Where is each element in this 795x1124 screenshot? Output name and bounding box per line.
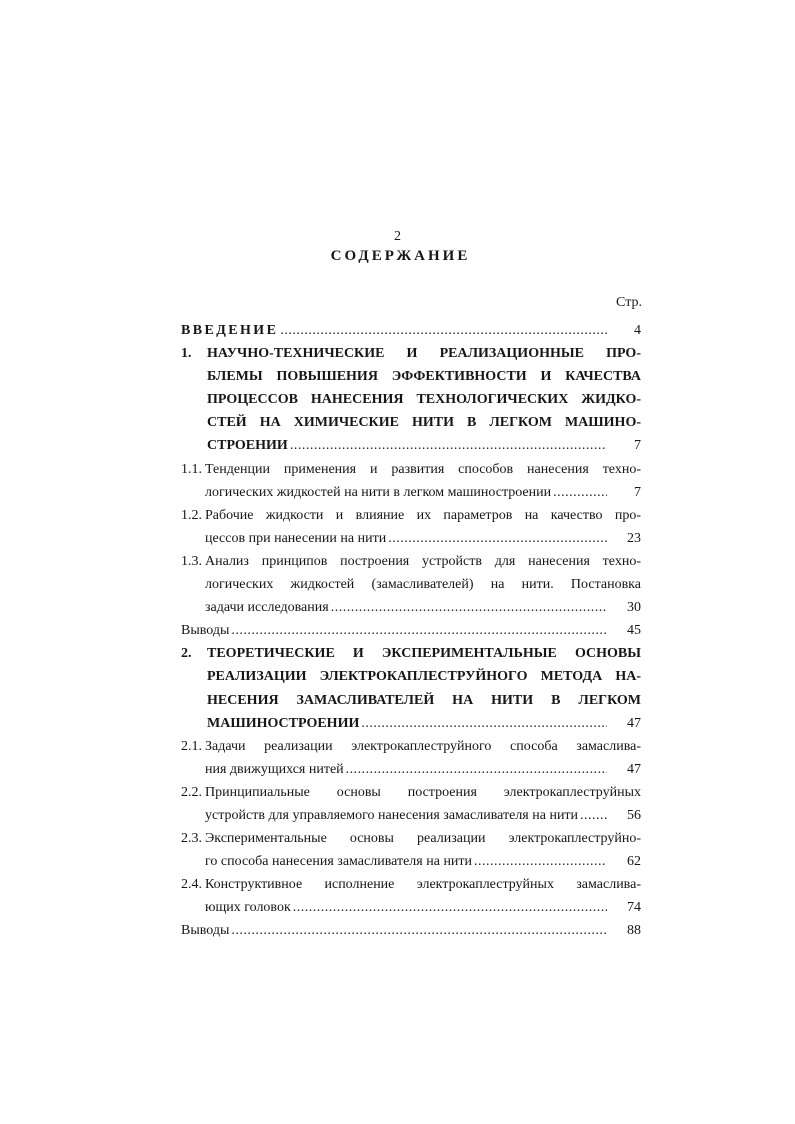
toc-entry-text: НЕСЕНИЯ ЗАМАСЛИВАТЕЛЕЙ НА НИТИ В ЛЕГКОМ [207, 692, 641, 708]
toc-entry-final-line [181, 758, 641, 781]
toc-entry-number: 2.2. [181, 784, 202, 800]
toc-page-number: 56 [627, 807, 641, 823]
toc-page-number: 47 [627, 761, 641, 777]
toc-entry-text: Рабочие жидкости и влияние их параметров на качество про- [205, 507, 641, 523]
toc-entry-line [181, 411, 641, 434]
toc-entry-text: МАШИНОСТРОЕНИИ [207, 715, 360, 731]
toc-page-number: 7 [634, 438, 641, 454]
toc-entry-final-line [181, 527, 641, 550]
toc-entry-line [181, 873, 641, 896]
toc-entry-text: Выводы [181, 623, 230, 639]
toc-entry-text: Тенденции применения и развития способов нанесения техно- [205, 461, 641, 477]
toc-entry-final-line [181, 319, 641, 342]
toc-entry-text: Выводы [181, 923, 230, 939]
toc-entry-line [181, 689, 641, 712]
toc-entry [181, 873, 641, 919]
toc-entry-line [181, 342, 641, 365]
toc-entry-text: СТРОЕНИИ [207, 438, 288, 454]
dot-leader [580, 804, 607, 827]
toc-entry-text: задачи исследования [205, 600, 329, 616]
toc-entry-text: ТЕОРЕТИЧЕСКИЕ И ЭКСПЕРИМЕНТАЛЬНЫЕ ОСНОВЫ [207, 646, 641, 662]
toc-entry [181, 550, 641, 619]
toc-page-number: 74 [627, 900, 641, 916]
toc-entry [181, 319, 641, 342]
dot-leader [293, 896, 607, 919]
toc-entry-text: устройств для управляемого нанесения замасливателя на нити [205, 807, 579, 823]
toc-entry-final-line [181, 596, 641, 619]
toc-entry-text: логических жидкостей (замасливателей) на нити. Постановка [205, 577, 641, 593]
toc-entry-text: Задачи реализации электрокаплеструйного способа замаслива- [205, 738, 641, 754]
toc-page-number: 23 [627, 530, 641, 546]
toc-entry-text: РЕАЛИЗАЦИИ ЭЛЕКТРОКАПЛЕСТРУЙНОГО МЕТОДА НА- [207, 669, 641, 685]
toc-entry-text: ющих головок [205, 900, 291, 916]
dot-leader [290, 434, 607, 457]
toc-page-number: 30 [627, 600, 641, 616]
toc-entry-text: Анализ принципов построения устройств для нанесения техно- [205, 553, 641, 569]
toc-entry [181, 735, 641, 781]
dot-leader [474, 850, 607, 873]
toc-entry-final-line [181, 804, 641, 827]
toc-entry-line [181, 388, 641, 411]
toc-entry-text: ния движущихся нитей [205, 761, 344, 777]
toc-entry-number: 2. [181, 646, 192, 662]
toc-entry-text: го способа нанесения замасливателя на нити [205, 854, 473, 870]
toc-entry-final-line [181, 712, 641, 735]
toc-entry-text: Экспериментальные основы реализации электрокаплеструйно- [205, 831, 641, 847]
dot-leader [231, 919, 607, 942]
toc-entry [181, 781, 641, 827]
toc-entry-final-line [181, 896, 641, 919]
toc-entry-line [181, 458, 641, 481]
toc-entry-number: 2.1. [181, 738, 202, 754]
toc-entry-text: Принципиальные основы построения электрокаплеструйных [205, 784, 641, 800]
toc-page-number: 4 [634, 323, 641, 338]
toc-entry-number: 1.2. [181, 507, 202, 523]
toc-entry-final-line [181, 850, 641, 873]
toc-entry-final-line [181, 481, 641, 504]
page-title: СОДЕРЖАНИЕ [330, 248, 471, 264]
toc-entry-text: логических жидкостей на нити в легком машиностроении [205, 484, 552, 500]
toc-entry-text: СТЕЙ НА ХИМИЧЕСКИЕ НИТИ В ЛЕГКОМ МАШИНО- [207, 415, 641, 431]
toc-entry [181, 504, 641, 550]
toc-entry-text: ПРОЦЕССОВ НАНЕСЕНИЯ ТЕХНОЛОГИЧЕСКИХ ЖИДКО- [207, 392, 641, 408]
toc-entry [181, 642, 641, 734]
dot-leader [388, 527, 607, 550]
toc-page-number: 62 [627, 854, 641, 870]
toc-entry [181, 827, 641, 873]
toc-entry [181, 458, 641, 504]
dot-leader [231, 619, 607, 642]
toc-entry-text: Конструктивное исполнение электрокаплеструйных замаслива- [205, 877, 641, 893]
toc-entry-number: 2.3. [181, 831, 202, 847]
dot-leader [280, 319, 607, 342]
toc-entry [181, 919, 641, 942]
toc-entry-line [181, 573, 641, 596]
toc-entry [181, 342, 641, 457]
toc-entry [181, 619, 641, 642]
toc-entry-final-line [181, 434, 641, 457]
toc-entry-final-line [181, 919, 641, 942]
toc-entry-text: БЛЕМЫ ПОВЫШЕНИЯ ЭФФЕКТИВНОСТИ И КАЧЕСТВА [207, 369, 641, 385]
toc-entry-line [181, 642, 641, 665]
toc-entry-line [181, 735, 641, 758]
toc-entry-line [181, 365, 641, 388]
toc-page-number: 47 [627, 715, 641, 731]
toc-entry-text: ВВЕДЕНИЕ [181, 323, 279, 338]
toc-entry-line [181, 550, 641, 573]
dot-leader [331, 596, 607, 619]
toc-entry-line [181, 827, 641, 850]
toc-page-number: 45 [627, 623, 641, 639]
toc-entry-final-line [181, 619, 641, 642]
toc-entry-line [181, 665, 641, 688]
toc-entry-number: 1. [181, 346, 192, 362]
page-column-header: Стр. [616, 295, 642, 310]
toc-entry-line [181, 781, 641, 804]
dot-leader [346, 758, 607, 781]
toc-entry-number: 1.3. [181, 553, 202, 569]
page-number: 2 [394, 229, 401, 244]
dot-leader [553, 481, 607, 504]
table-of-contents [181, 319, 641, 943]
toc-entry-number: 2.4. [181, 877, 202, 893]
toc-page-number: 7 [634, 484, 641, 500]
toc-page-number: 88 [627, 923, 641, 939]
dot-leader [361, 712, 607, 735]
toc-entry-line [181, 504, 641, 527]
toc-entry-text: цессов при нанесении на нити [205, 530, 387, 546]
toc-entry-number: 1.1. [181, 461, 202, 477]
toc-entry-text: НАУЧНО-ТЕХНИЧЕСКИЕ И РЕАЛИЗАЦИОННЫЕ ПРО- [207, 346, 641, 362]
